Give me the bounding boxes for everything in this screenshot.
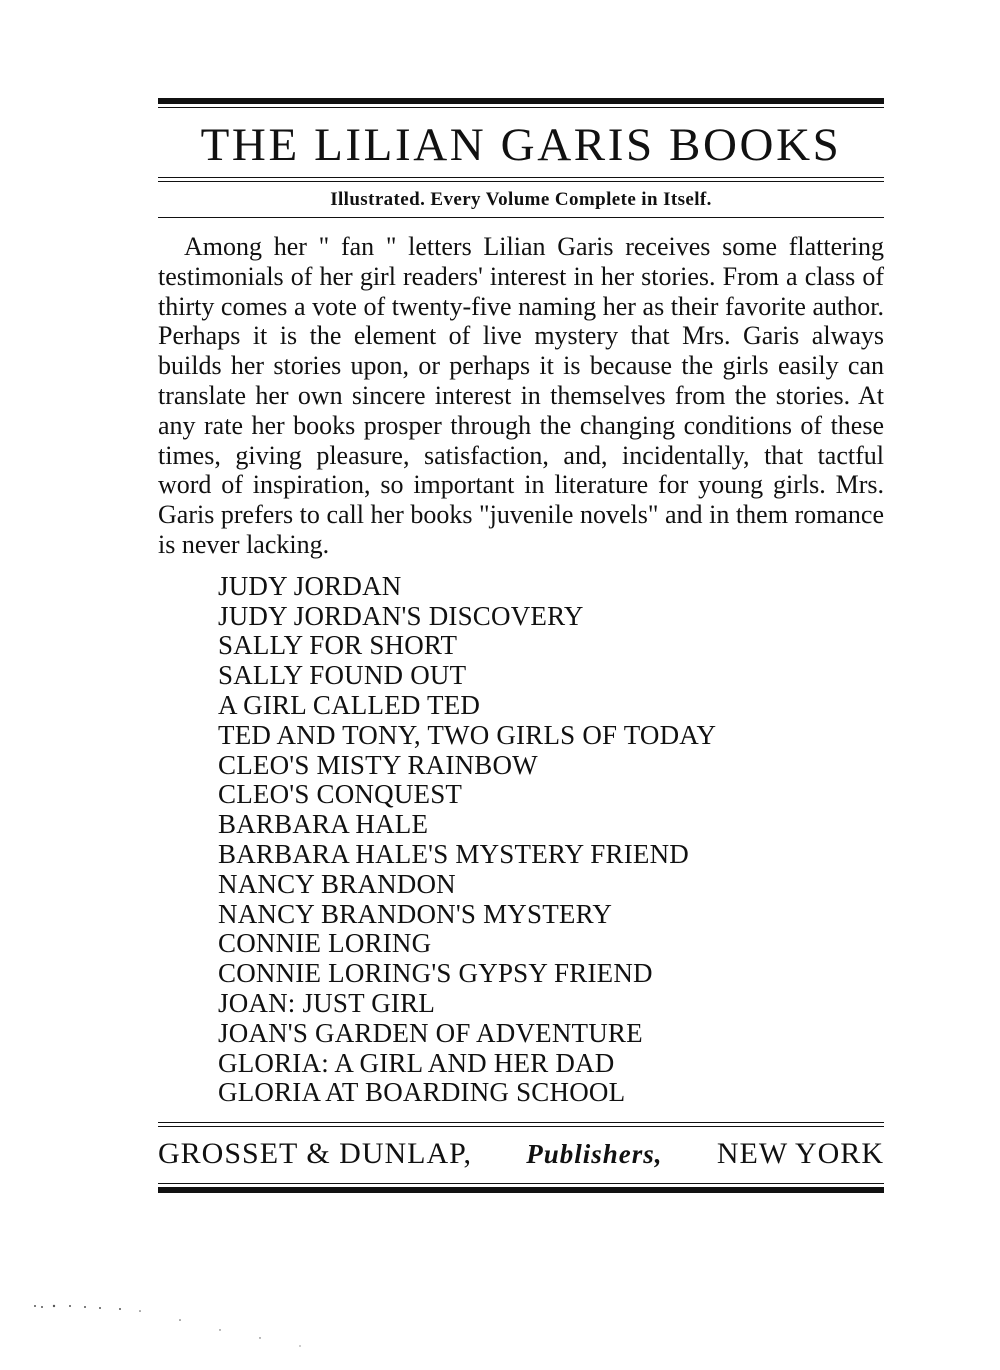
bottom-thick-rule xyxy=(158,1187,884,1193)
book-title: JUDY JORDAN xyxy=(218,570,402,601)
footer-rule-2 xyxy=(158,1126,884,1127)
book-title: NANCY BRANDON xyxy=(218,868,456,899)
top-thick-rule xyxy=(158,98,884,104)
book-title: CLEO'S CONQUEST xyxy=(218,779,463,810)
title-rule-1 xyxy=(158,177,884,178)
scan-specks xyxy=(30,1298,330,1358)
page-title: THE LILIAN GARIS BOOKS xyxy=(200,119,842,171)
book-title: GLORIA: A GIRL AND HER DAD xyxy=(218,1047,615,1078)
book-title: CONNIE LORING'S GYPSY FRIEND xyxy=(218,958,653,989)
book-title: SALLY FOUND OUT xyxy=(218,660,467,691)
top-thin-rule xyxy=(158,107,884,108)
book-title: JOAN: JUST GIRL xyxy=(218,987,436,1018)
footer-rule-1 xyxy=(158,1122,884,1123)
book-title: GLORIA AT BOARDING SCHOOL xyxy=(218,1077,626,1108)
publisher-name: GROSSET & DUNLAP, xyxy=(158,1137,472,1171)
publisher-line xyxy=(158,1137,884,1171)
book-title: SALLY FOR SHORT xyxy=(218,630,458,661)
book-title: BARBARA HALE'S MYSTERY FRIEND xyxy=(218,838,689,869)
book-title: JUDY JORDAN'S DISCOVERY xyxy=(218,600,584,631)
subtitle-rule xyxy=(158,217,884,218)
book-title: BARBARA HALE xyxy=(218,809,429,840)
book-title: CLEO'S MISTY RAINBOW xyxy=(218,749,538,780)
book-list xyxy=(218,572,884,1108)
book-title: JOAN'S GARDEN OF ADVENTURE xyxy=(218,1017,643,1048)
book-title: A GIRL CALLED TED xyxy=(218,689,481,720)
book-title: NANCY BRANDON'S MYSTERY xyxy=(218,898,613,929)
intro-paragraph: Among her " fan " letters Lilian Garis receives some flattering testimonials of her girl readers' interest in her stories. From a class of thirty comes a vote of twenty-five naming her as their favorite author. Perhaps it is the element of live mystery that Mrs. Garis always builds her stories upon, or perhaps it is because the girls easily can translate her own sincere interest in themselves from the stories. At any rate her books prosper through the changing conditions of these times, giving pleasure, satisfaction, and, incidentally, that tactful word of inspiration, so important in literature for young girls. Mrs. Garis prefers to call her books "juvenile novels" and in them romance is never lacking. xyxy=(158,232,884,559)
book-title: CONNIE LORING xyxy=(218,928,432,959)
subtitle: Illustrated. Every Volume Complete in Itself. xyxy=(330,189,712,210)
title-rule-2 xyxy=(158,181,884,182)
book-title: TED AND TONY, TWO GIRLS OF TODAY xyxy=(218,719,717,750)
bottom-thin-rule xyxy=(158,1183,884,1184)
ad-page xyxy=(158,98,884,1193)
publisher-city: NEW YORK xyxy=(716,1137,884,1171)
publisher-role: Publishers, xyxy=(526,1139,663,1170)
